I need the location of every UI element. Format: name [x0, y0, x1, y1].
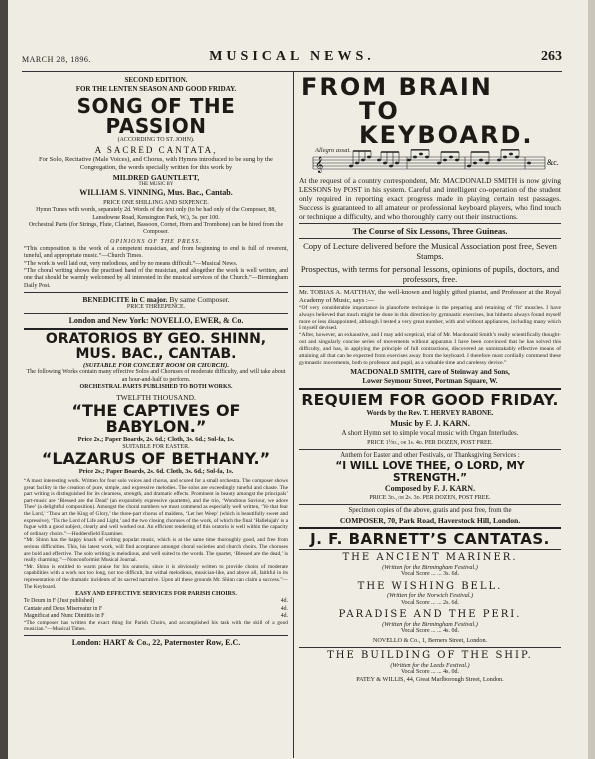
header-rule: [22, 71, 562, 72]
benedicite-price: PRICE THREEPENCE.: [126, 304, 186, 311]
patey-address: PATEY & WILLIS, 44, Great Marlborough Street, London.: [356, 676, 504, 684]
anthem-line: Anthem for Easter and other Festivals, or Thanksgiving Services :: [340, 451, 520, 459]
cantata-title: PARADISE AND THE PERI.: [338, 609, 522, 621]
address-line-2: Lower Seymour Street, Portman Square, W.: [362, 377, 498, 386]
service-price: 4d.: [280, 612, 288, 619]
divider: [299, 223, 561, 224]
cantata-entry: [299, 552, 561, 578]
left-column: [24, 74, 288, 648]
composer-address: COMPOSER, 70, Park Road, Haverstock Hill, London.: [339, 515, 521, 525]
cantata-vocal-score: Vocal Score ... ... 2s. 6d.: [400, 599, 460, 606]
love-thee-title: “I WILL LOVE THEE, O LORD, MY STRENGTH.”: [335, 460, 525, 484]
tempo-marking: Allegro assai.: [315, 147, 351, 154]
suitable-easter: SUITABLE FOR EASTER.: [122, 444, 190, 451]
lazarus-price: Price 2s.; Paper Boards, 2s. 6d. Cloth, 3s. 6d.; Sol-fa, 1s.: [78, 468, 234, 476]
barnett-title: J. F. BARNETT’S CANTATAS.: [310, 529, 550, 548]
divider: [299, 647, 561, 648]
divider: [299, 549, 561, 550]
cantata-title: THE WISHING BELL.: [357, 580, 503, 592]
captives-price: Price 2s.; Paper Boards, 2s. 6d.; Cloth, 3s. 6d.; Sol-fa, 1s.: [77, 436, 235, 444]
requiem-words: Words by the Rev. T. HERVEY RABONE.: [366, 409, 494, 418]
page-number: 263: [541, 49, 562, 64]
requiem-title: REQUIEM FOR GOOD FRIDAY.: [301, 390, 559, 409]
oratorios-title: ORATORIOS BY GEO. SHINN, MUS. BAC., CANTAB.: [45, 331, 267, 362]
publisher-hart: London: HART & Co., 22, Paternoster Row, E.C.: [71, 637, 241, 647]
lazarus-title: “LAZARUS OF BETHANY.”: [41, 449, 271, 469]
requiem-hymn: A short Hymn set to simple vocal music with Organ Interludes.: [341, 429, 519, 438]
review-2: “Mr. Shinn has the happy knack of writing popular music, which is at the same time thoroughly good, and free from serious difficulties. This, his latest work, will find acceptance amongst choral societies and church choirs. The choruses are bold and effective. The solo writing is melodious, and well suited to the words. The quartet, ‘Blessed are the dead,’ is really charming.”—Nonconformist Musical Journal.: [24, 537, 288, 564]
masthead-title: MUSICAL NEWS.: [209, 49, 375, 64]
service-item: [24, 598, 288, 605]
svg-text:&c.: &c.: [547, 158, 559, 167]
address-line-1: MACDONALD SMITH, care of Steinway and Sons,: [350, 368, 510, 377]
svg-text:𝄞: 𝄞: [315, 157, 324, 173]
author-name: MILDRED GAUNTLETT,: [112, 173, 200, 183]
headline-from-brain: FROM BRAIN: [301, 74, 493, 101]
cantata-vocal-score: Vocal Score ... ... 3s. 6d.: [400, 571, 460, 578]
love-price: PRICE 3d., or 2s. 3d. PER DOZEN, POST FREE.: [369, 495, 491, 501]
headline-to-keyboard: TO KEYBOARD.: [359, 97, 534, 149]
orch-parts-line: ORCHESTRAL PARTS PUBLISHED TO BOTH WORKS.: [79, 384, 233, 391]
cantata-note: (Written for the Birmingham Festival.): [382, 563, 478, 571]
cantata-vocal-score: Vocal Score ... ... 4s. 0d.: [400, 628, 460, 635]
lenten-line: FOR THE LENTEN SEASON AND GOOD FRIDAY.: [75, 84, 237, 93]
services-heading: EASY AND EFFECTIVE SERVICES FOR PARISH CHOIRS.: [75, 591, 237, 598]
love-composed: Composed by F. J. KARN.: [384, 484, 476, 494]
divider: [24, 292, 288, 293]
review-3: “Mr. Shinn is entitled to warm praise for his oratorio, since it is obviously written to provide choirs of moderate capabilities with a work not too long, not too difficult, but withal melodious, musician-like, and above all, faithful in its representation of the dramatic incidents of its sacred narrative. Upon all these grounds Mr. Shinn can claim a success.”—The Keyboard.: [24, 563, 288, 590]
service-price: 4d.: [280, 598, 288, 605]
prospectus-line: Prospectus, with terms for personal lessons, opinions of pupils, doctors, and professors, free.: [300, 263, 560, 284]
composer-note: “The composer has written the exact thing for Parish Choirs, and accomplished his task with the skill of a good musician.”—Musical Times.: [24, 619, 288, 633]
divider: [24, 328, 288, 330]
divider: [299, 238, 561, 239]
matthay-quote-2: “After, however, an exhaustive, and I may add sceptical, trial of Mr. Macdonald Smith’s really scientifically thought-out and singularly concise series of movements without apparatus I have been convinced that he has solved this difficulty, and has, in applying the principle of full contractions, discovered an unmistakably effective means of attaining all that can be expected from exercises away from the keyboard. I therefore most cordially commend these gymnastic movements, both to professor and pupil, as a valuable time and carelessy device.”: [299, 332, 561, 366]
column-divider: [293, 72, 294, 758]
issue-date: MARCH 28, 1896.: [22, 55, 91, 64]
press-quote-2: “The work is well laid out, very melodious, and by no means difficult.”—Musical News.: [24, 260, 238, 267]
divider: [299, 527, 561, 529]
song-title: SONG OF THE PASSION: [76, 94, 236, 139]
press-quote-1: “This composition is the work of a competent musician, and from beginning to end is full of reverent, tuneful, and appropriate music.”—Church Times.: [24, 246, 288, 260]
divider: [299, 286, 561, 287]
edition-line: SECOND EDITION.: [124, 76, 188, 84]
cantata-entry: [299, 581, 561, 607]
building-score: Vocal Score ... ... 4s. 0d.: [400, 669, 460, 676]
benedicite-line: BENEDICITE in C major. By same Composer.: [82, 294, 230, 304]
divider: [299, 504, 561, 505]
captives-title: “THE CAPTIVES OF BABYLON.”: [71, 400, 241, 437]
cantata-line: A SACRED CANTATA,: [94, 145, 218, 156]
hymn-tunes-note: Hymn Tunes with words, separately 2d. Words of the text only (to be had only of the Composer, 88, Lansdowne Road, Kensington Park, W.), 3s. per 100.: [36, 207, 276, 221]
lessons-intro: At the request of a country correspondent, Mr. MACDONALD SMITH is now giving LESSONS by POST in his system. Careful and intelligent co-operation of the student only required in reporting exact progress made in playing certain test passages. Success is guaranteed to all amateur or professional keyboard players, who find touch or technique a difficulty, and who thoroughly carry out their instructions.: [299, 176, 561, 221]
right-column: [299, 74, 561, 684]
novello-address: NOVELLO & Co., 1, Berners Street, London.: [372, 637, 488, 645]
cantata-desc: For Solo, Recitative (Male Voices), and Chorus, with Hymns introduced to be sung by the Congregation, the words specially written for this work by: [39, 156, 273, 172]
oratorios-suitable: (SUITABLE FOR CONCERT ROOM OR CHURCH).: [83, 361, 229, 369]
divider: [299, 449, 561, 450]
requiem-price: PRICE 1½d., or 1s. 4d. PER DOZEN, POST FREE.: [367, 439, 493, 446]
cantata-entry: [299, 609, 561, 635]
cantata-title: THE ANCIENT MARINER.: [342, 552, 518, 564]
song-price: PRICE ONE SHILLING AND SIXPENCE.: [103, 200, 209, 207]
service-item: [24, 613, 288, 620]
according-line: (ACCORDING TO ST. JOHN).: [117, 137, 195, 144]
oratorios-following: The following Works contain many effective Solos and Choruses of moderate difficulty, and will take about an hour-and-half to perform.: [26, 369, 286, 383]
publisher-novello: London and New York: NOVELLO, EWER, & Co.: [68, 316, 244, 326]
matthay-intro: Mr. TOBIAS A. MATTHAY, the well-known and highly gifted pianist, and Professor at the Royal Academy of Music, says :—: [299, 288, 561, 304]
review-1: “A most interesting work. Written for four solo voices and chorus, and scored for a small orchestra. The composer shows great facility in the creation of pure, simple, and expressive melodies. The solos are exceedingly tuneful and chaste. The part writing is distinguished for its clearness, strength, and dramatic effects. Prominent in beauty amongst the principals’ part-music are ‘Blessed are the Dead’ (an exquisitely expressive quartette), and the trio, ‘Wondrous Saviour, we adore Thee’ (a delightful composition). Amongst the choral numbers we must commend as especially well written, ‘Ye that fear the Lord,’ ‘Thou art the King of Glory,’ the three-part chorus of maidens, ‘Let her Weep’ (which is beautifully sweet and expressive), ‘Tis the Lord of Life and Light,’ and the two closing choruses of the work, of which the final ‘Hallelujah’ is a fugue with a good subject, clearly and well worked out. An efficient rendering of this oratorio is well within the capacity of ordinary choirs.”—Huddersfield Examiner.: [24, 478, 288, 537]
orchestral-parts-note: Orchestral Parts (for Strings, Flute, Clarinet, Bassoon, Cornet, Horn and Trombone) can be hired from the Composer.: [28, 222, 284, 236]
divider: [299, 388, 561, 390]
course-line: The Course of Six Lessons, Three Guineas.: [352, 226, 508, 236]
service-name: Te Deum in F (Just published): [24, 598, 95, 605]
building-title: THE BUILDING OF THE SHIP.: [327, 650, 533, 662]
divider: [24, 313, 288, 314]
services-list: [24, 598, 288, 619]
cantata-note: (Written for the Birmingham Festival.): [382, 620, 478, 628]
service-name: Cantate and Deus Misereatur in F: [24, 605, 103, 612]
composer-name: WILLIAM S. VINNING, Mus. Bac., Cantab.: [79, 188, 233, 198]
twelfth-thousand: TWELFTH THOUSAND.: [116, 393, 196, 403]
music-staff-excerpt: [299, 149, 561, 173]
press-quote-3: “The choral writing shows the practised hand of the musician, and altogether the work is well written, and one that should be warmly welcomed by all interested in the musical services of the Church.”—Birmingham Daily Post.: [24, 267, 288, 289]
requiem-music: Music by F. J. KARN.: [390, 417, 470, 428]
page-edge: [0, 0, 8, 759]
cantatas-list: [299, 552, 561, 635]
building-note: (Written for the Leeds Festival.): [390, 661, 470, 669]
service-price: 4d.: [280, 605, 288, 612]
specimen-line: Specimen copies of the above, gratis and post free, from the: [348, 507, 512, 515]
page-header: [22, 48, 562, 70]
cantata-note: (Written for the Norwich Festival.): [386, 592, 474, 600]
music-by: THE MUSIC BY: [138, 182, 174, 188]
service-name: Magnificat and Nunc Dimittis in F: [24, 612, 105, 619]
lecture-copy: Copy of Lecture delivered before the Musical Association post free, Seven Stamps.: [303, 241, 557, 262]
matthay-quote-1: “Of very considerable importance in pianoforte technique is the preparing and retaining of ‘fit’ muscles. I have always believed that much might be done in this direction by gymnastic exercises, but hitherto always found myself more or less disappointed, although I tested a very great number, with and without appliances, including many which I myself devised.: [299, 305, 561, 332]
opinions-heading: OPINIONS OF THE PRESS.: [110, 238, 202, 245]
service-item: [24, 606, 288, 613]
divider: [24, 635, 288, 636]
